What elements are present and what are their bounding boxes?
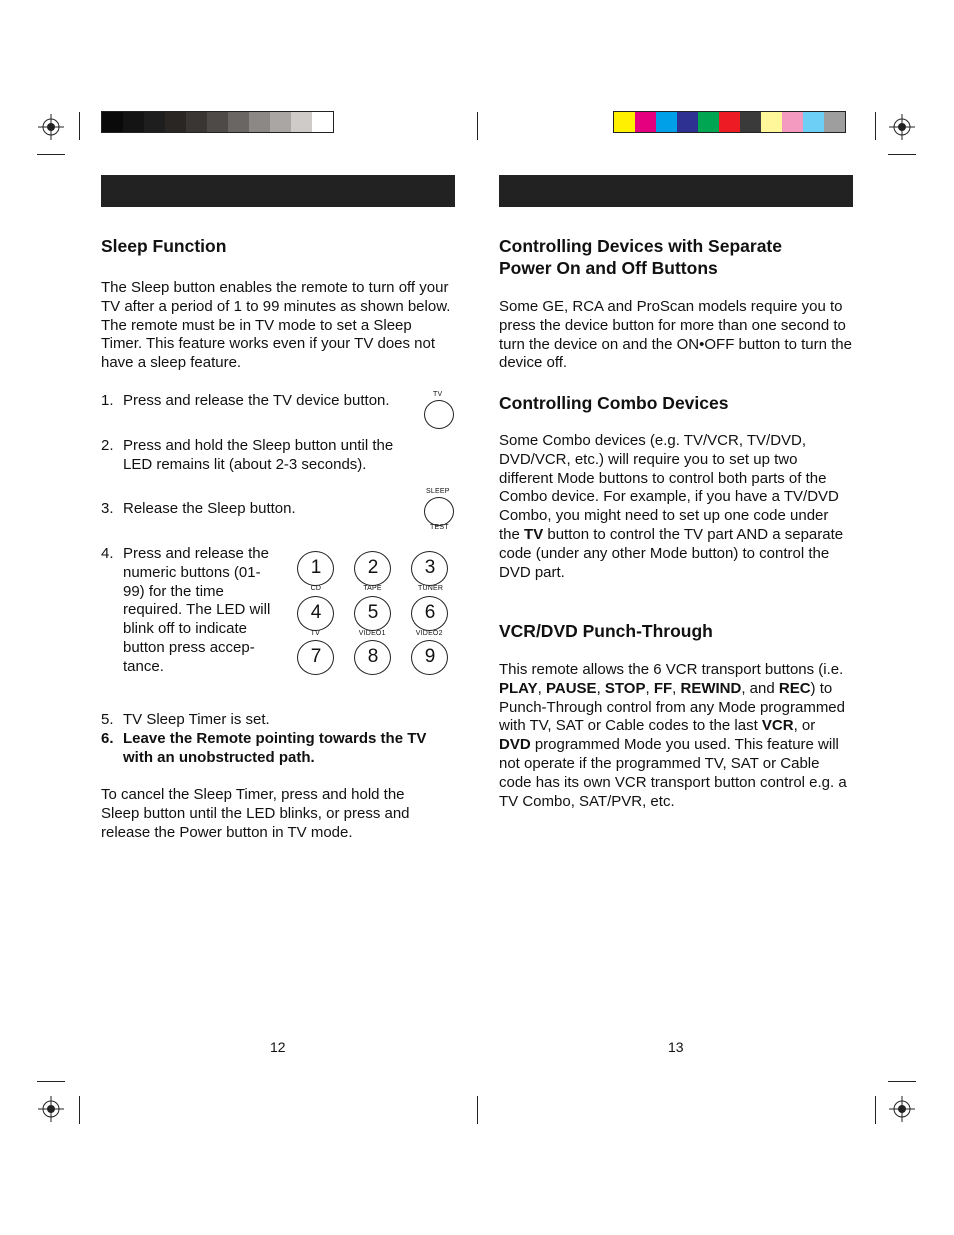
- color-swatch: [291, 112, 312, 132]
- tv-button-label: TV: [433, 391, 443, 398]
- keypad-digit: 8: [367, 646, 379, 667]
- step-number: 2.: [101, 437, 114, 454]
- crop-mark: [79, 112, 80, 140]
- page-number-right: 13: [668, 1039, 684, 1055]
- tv-button-icon: [424, 400, 454, 429]
- sleep-button-label: SLEEP: [426, 488, 450, 495]
- crop-mark: [888, 154, 916, 155]
- crop-mark: [477, 1096, 478, 1124]
- keypad-digit: 3: [424, 557, 436, 578]
- keypad-button-5-icon: [354, 596, 391, 631]
- crop-mark: [477, 112, 478, 140]
- page-number-left: 12: [270, 1039, 286, 1055]
- keypad-button-7-icon: [297, 640, 334, 675]
- crop-mark: [875, 1096, 876, 1124]
- color-swatch: [698, 112, 719, 132]
- keypad-sub-label: TUNER: [418, 585, 444, 592]
- color-swatch: [186, 112, 207, 132]
- color-swatch: [635, 112, 656, 132]
- keypad-button-6-icon: [411, 596, 448, 631]
- grayscale-calibration-strip: [101, 111, 334, 133]
- step-text: Leave the Remote pointing towards the TV with an unobstructed path.: [123, 730, 427, 766]
- color-swatch: [614, 112, 635, 132]
- keypad-digit: 6: [424, 602, 436, 623]
- color-swatch: [123, 112, 144, 132]
- sleep-function-heading: Sleep Function: [101, 236, 227, 256]
- color-swatch: [824, 112, 845, 132]
- keypad-digit: 4: [310, 602, 322, 623]
- step-text: Release the Sleep button.: [123, 500, 296, 517]
- step-text: Press and hold the Sleep button until the LED remains lit (about 2-3 seconds).: [123, 437, 394, 473]
- test-button-label: TEST: [430, 524, 449, 531]
- color-swatch: [207, 112, 228, 132]
- keypad-sub-label: TAPE: [363, 585, 382, 592]
- crop-mark: [37, 154, 65, 155]
- right-header-bar: [499, 175, 853, 207]
- color-swatch: [740, 112, 761, 132]
- color-swatch: [144, 112, 165, 132]
- color-calibration-strip: [613, 111, 846, 133]
- step-number: 6.: [101, 730, 114, 747]
- color-swatch: [782, 112, 803, 132]
- crop-mark: [79, 1096, 80, 1124]
- sleep-button-icon: [424, 497, 454, 526]
- color-swatch: [719, 112, 740, 132]
- keypad-digit: 2: [367, 557, 379, 578]
- color-swatch: [165, 112, 186, 132]
- keypad-sub-label: VIDEO2: [415, 630, 443, 637]
- color-swatch: [249, 112, 270, 132]
- color-swatch: [312, 112, 333, 132]
- keypad-digit: 1: [310, 557, 322, 578]
- color-swatch: [102, 112, 123, 132]
- keypad-button-8-icon: [354, 640, 391, 675]
- step-number: 5.: [101, 711, 114, 728]
- left-header-bar: [101, 175, 455, 207]
- color-swatch: [270, 112, 291, 132]
- keypad-button-4-icon: [297, 596, 334, 631]
- step-text: Press and release the numeric buttons (01-99) for the time required. The LED will blink off to indicate button press accep-tance.: [123, 545, 271, 675]
- combo-devices-paragraph: Some Combo devices (e.g. TV/VCR, TV/DVD, DVD/VCR, etc.) will require you to set up two different Mode buttons to control both parts of the Combo device. For example, if you have a TV/DVD Combo, you might need to set up one code under the TV button to control the TV part AND a separate code (under any other Mode button) to control the DVD part.: [499, 432, 844, 581]
- cancel-paragraph: To cancel the Sleep Timer, press and hold the Sleep button until the LED blinks, or press and release the Power button in TV mode.: [101, 786, 410, 841]
- keypad-digit: 7: [310, 646, 322, 667]
- combo-devices-heading: Controlling Combo Devices: [499, 393, 729, 413]
- separate-power-heading: Controlling Devices with Separate Power On and Off Buttons: [499, 236, 782, 278]
- keypad-sub-label: TV: [310, 630, 320, 637]
- keypad-sub-label: VIDEO1: [358, 630, 386, 637]
- color-swatch: [677, 112, 698, 132]
- crop-mark: [888, 1081, 916, 1082]
- keypad-sub-label: CD: [310, 585, 322, 592]
- keypad-button-3-icon: [411, 551, 448, 586]
- sleep-intro-paragraph: The Sleep button enables the remote to turn off your TV after a period of 1 to 99 minutes as shown below. The remote must be in TV mode to set a Sleep Timer. This feature works even if your TV does not have a sleep feature.: [101, 279, 451, 372]
- step-number: 1.: [101, 392, 114, 409]
- keypad-digit: 9: [424, 646, 436, 667]
- step-text: Press and release the TV device button.: [123, 392, 390, 409]
- keypad-button-1-icon: [297, 551, 334, 586]
- step-number: 3.: [101, 500, 114, 517]
- step-number: 4.: [101, 545, 114, 562]
- color-swatch: [761, 112, 782, 132]
- punch-through-paragraph: This remote allows the 6 VCR transport buttons (i.e. PLAY, PAUSE, STOP, FF, REWIND, and REC) to Punch-Through control from any Mode programmed with TV, SAT or Cable codes to the last VCR, or DVD programmed Mode you used. This feature will not operate if the programmed TV, SAT or Cable code has its own VCR transport button control e.g. a TV Combo, SAT/PVR, etc.: [499, 661, 847, 810]
- crop-mark: [37, 1081, 65, 1082]
- color-swatch: [228, 112, 249, 132]
- separate-power-paragraph: Some GE, RCA and ProScan models require you to press the device button for more than one second to turn the device on and the ON•OFF button to turn the device off.: [499, 298, 852, 372]
- crop-mark: [875, 112, 876, 140]
- punch-through-heading: VCR/DVD Punch-Through: [499, 621, 713, 641]
- color-swatch: [803, 112, 824, 132]
- keypad-button-9-icon: [411, 640, 448, 675]
- color-swatch: [656, 112, 677, 132]
- keypad-button-2-icon: [354, 551, 391, 586]
- keypad-digit: 5: [367, 602, 379, 623]
- step-text: TV Sleep Timer is set.: [123, 711, 270, 728]
